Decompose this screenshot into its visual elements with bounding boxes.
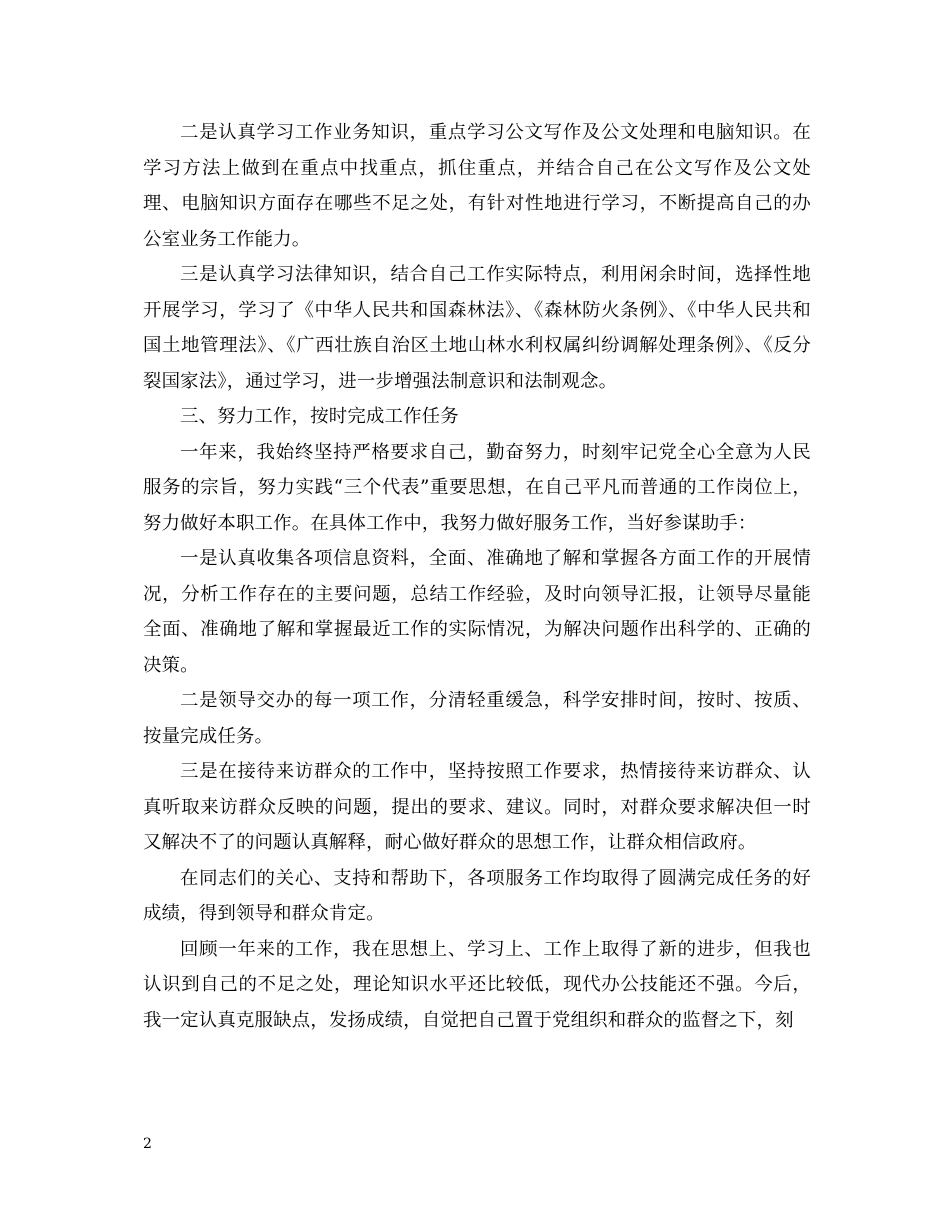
- paragraph-review: 回顾一年来的工作，我在思想上、学习上、工作上取得了新的进步，但我也认识到自己的不足之处，理论知识水平还比较低，现代办公技能还不强。今后，我一定认真克服缺点，发扬成绩，自觉把自己置于党组织和群众的监督之下，刻: [143, 938, 811, 1031]
- paragraph-study-law: 三是认真学习法律知识，结合自己工作实际特点，利用闲余时间，选择性地开展学习，学习了《中华人民共和国森林法》、《森林防火条例》、《中华人民共和国土地管理法》、《广西壮族自治区土地山林水利权属纠纷调解处理条例》、《反分裂国家法》，通过学习，进一步增强法制意识和法制观念。: [143, 264, 811, 392]
- paragraph-assigned-tasks: 二是领导交办的每一项工作，分清轻重缓急，科学安排时间，按时、按质、按量完成任务。: [143, 690, 811, 747]
- section-heading-work: 三、努力工作，按时完成工作任务: [180, 406, 459, 427]
- paragraph-achievements: 在同志们的关心、支持和帮助下，各项服务工作均取得了圆满完成任务的好成绩，得到领导和群众肯定。: [143, 867, 811, 924]
- document-body: [143, 115, 811, 1038]
- paragraph-year-summary: 一年来，我始终坚持严格要求自己，勤奋努力，时刻牢记党全心全意为人民服务的宗旨，努力实践“三个代表”重要思想，在自己平凡而普通的工作岗位上，努力做好本职工作。在具体工作中，我努力做好服务工作，当好参谋助手：: [143, 441, 811, 534]
- paragraph-study-business: 二是认真学习工作业务知识，重点学习公文写作及公文处理和电脑知识。在学习方法上做到在重点中找重点，抓住重点，并结合自己在公文写作及公文处理、电脑知识方面存在哪些不足之处，有针对性地进行学习，不断提高自己的办公室业务工作能力。: [143, 122, 811, 250]
- page-number: 2: [143, 1136, 152, 1152]
- paragraph-collect-information: 一是认真收集各项信息资料，全面、准确地了解和掌握各方面工作的开展情况，分析工作存在的主要问题，总结工作经验，及时向领导汇报，让领导尽量能全面、准确地了解和掌握最近工作的实际情况，为解决问题作出科学的、正确的决策。: [143, 548, 811, 676]
- paragraph-receive-visitors: 三是在接待来访群众的工作中，坚持按照工作要求，热情接待来访群众、认真听取来访群众反映的问题，提出的要求、建议。同时，对群众要求解决但一时又解决不了的问题认真解释，耐心做好群众的思想工作，让群众相信政府。: [143, 761, 811, 853]
